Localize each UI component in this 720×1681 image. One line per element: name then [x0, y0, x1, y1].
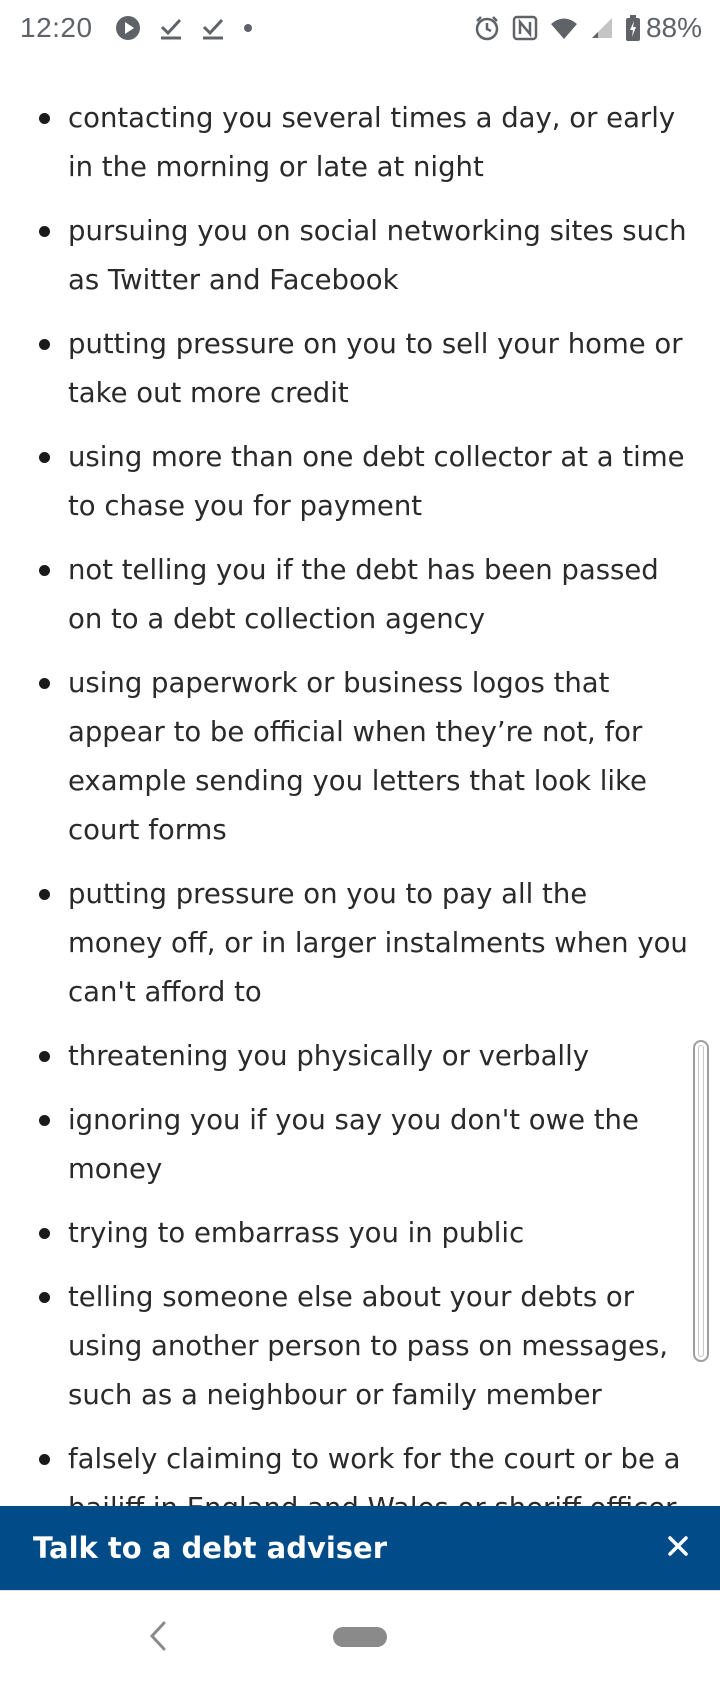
list-item-text: using more than one debt collector at a time to chase you for payment — [68, 441, 685, 522]
bullet-icon — [39, 889, 50, 900]
bullet-icon — [39, 339, 50, 350]
nfc-icon — [512, 15, 538, 41]
bullet-icon — [39, 1115, 50, 1126]
bullet-icon — [39, 1292, 50, 1303]
signal-icon — [590, 16, 614, 40]
list-item-text: contacting you several times a day, or early in the morning or late at night — [68, 102, 676, 183]
status-left — [20, 8, 271, 48]
talk-to-adviser-button[interactable]: Talk to a debt adviser — [33, 1531, 388, 1565]
list-item-text: pursuing you on social networking sites such as Twitter and Facebook — [68, 215, 687, 296]
list-item-text: putting pressure on you to pay all the money off, or in larger instalments when you can't afford to — [68, 878, 688, 1008]
list-item — [36, 1032, 690, 1081]
list-item-text: not telling you if the debt has been passed on to a debt collection agency — [68, 554, 659, 635]
home-pill[interactable] — [333, 1627, 387, 1647]
play-store-icon — [115, 15, 141, 41]
list-item-text: ignoring you if you say you don't owe the money — [68, 1104, 639, 1185]
scrollbar[interactable] — [693, 1040, 709, 1362]
list-item-text: threatening you physically or verbally — [68, 1040, 589, 1072]
article-content[interactable] — [0, 56, 720, 1506]
status-bar — [0, 0, 720, 56]
list-item-text: using paperwork or business logos that appear to be official when they’re not, for example sending you letters that look like court forms — [68, 667, 647, 846]
battery-percent: 88% — [645, 12, 702, 43]
dot-icon — [243, 23, 253, 33]
wifi-icon — [550, 16, 578, 40]
bullet-icon — [39, 565, 50, 576]
back-icon[interactable] — [146, 1619, 170, 1653]
status-right — [462, 8, 702, 48]
list-item-text: putting pressure on you to sell your home or take out more credit — [68, 328, 683, 409]
battery-charging-icon — [626, 15, 640, 41]
list-item — [36, 659, 690, 855]
scrollbar-thumb[interactable] — [698, 1045, 704, 1357]
alarm-icon — [474, 15, 500, 41]
close-icon[interactable] — [668, 1536, 688, 1556]
list-item — [36, 207, 690, 305]
bullet-icon — [39, 226, 50, 237]
list-item — [36, 1096, 690, 1194]
status-time: 12:20 — [20, 12, 93, 43]
talk-to-adviser-bar[interactable] — [0, 1506, 720, 1590]
list-item-text: telling someone else about your debts or using another person to pass on messages, such as a neighbour or family member — [68, 1281, 669, 1411]
list-item-text: trying to embarrass you in public — [68, 1217, 525, 1249]
bullet-icon — [39, 678, 50, 689]
list-item-text: falsely claiming to work for the court or be a — [68, 1443, 681, 1475]
checkmark-icon — [159, 16, 183, 40]
bullet-icon — [39, 113, 50, 124]
list-item — [36, 1209, 690, 1258]
list-item — [36, 870, 690, 1017]
bullet-list — [0, 56, 720, 1533]
navigation-bar — [0, 1590, 720, 1681]
list-item — [36, 546, 690, 644]
list-item — [36, 320, 690, 418]
bullet-icon — [39, 1051, 50, 1062]
checkmark-icon — [201, 16, 225, 40]
list-item — [36, 1273, 690, 1420]
bullet-icon — [39, 452, 50, 463]
bullet-icon — [39, 1454, 50, 1465]
bullet-icon — [39, 1228, 50, 1239]
list-item — [36, 433, 690, 531]
list-item — [36, 94, 690, 192]
